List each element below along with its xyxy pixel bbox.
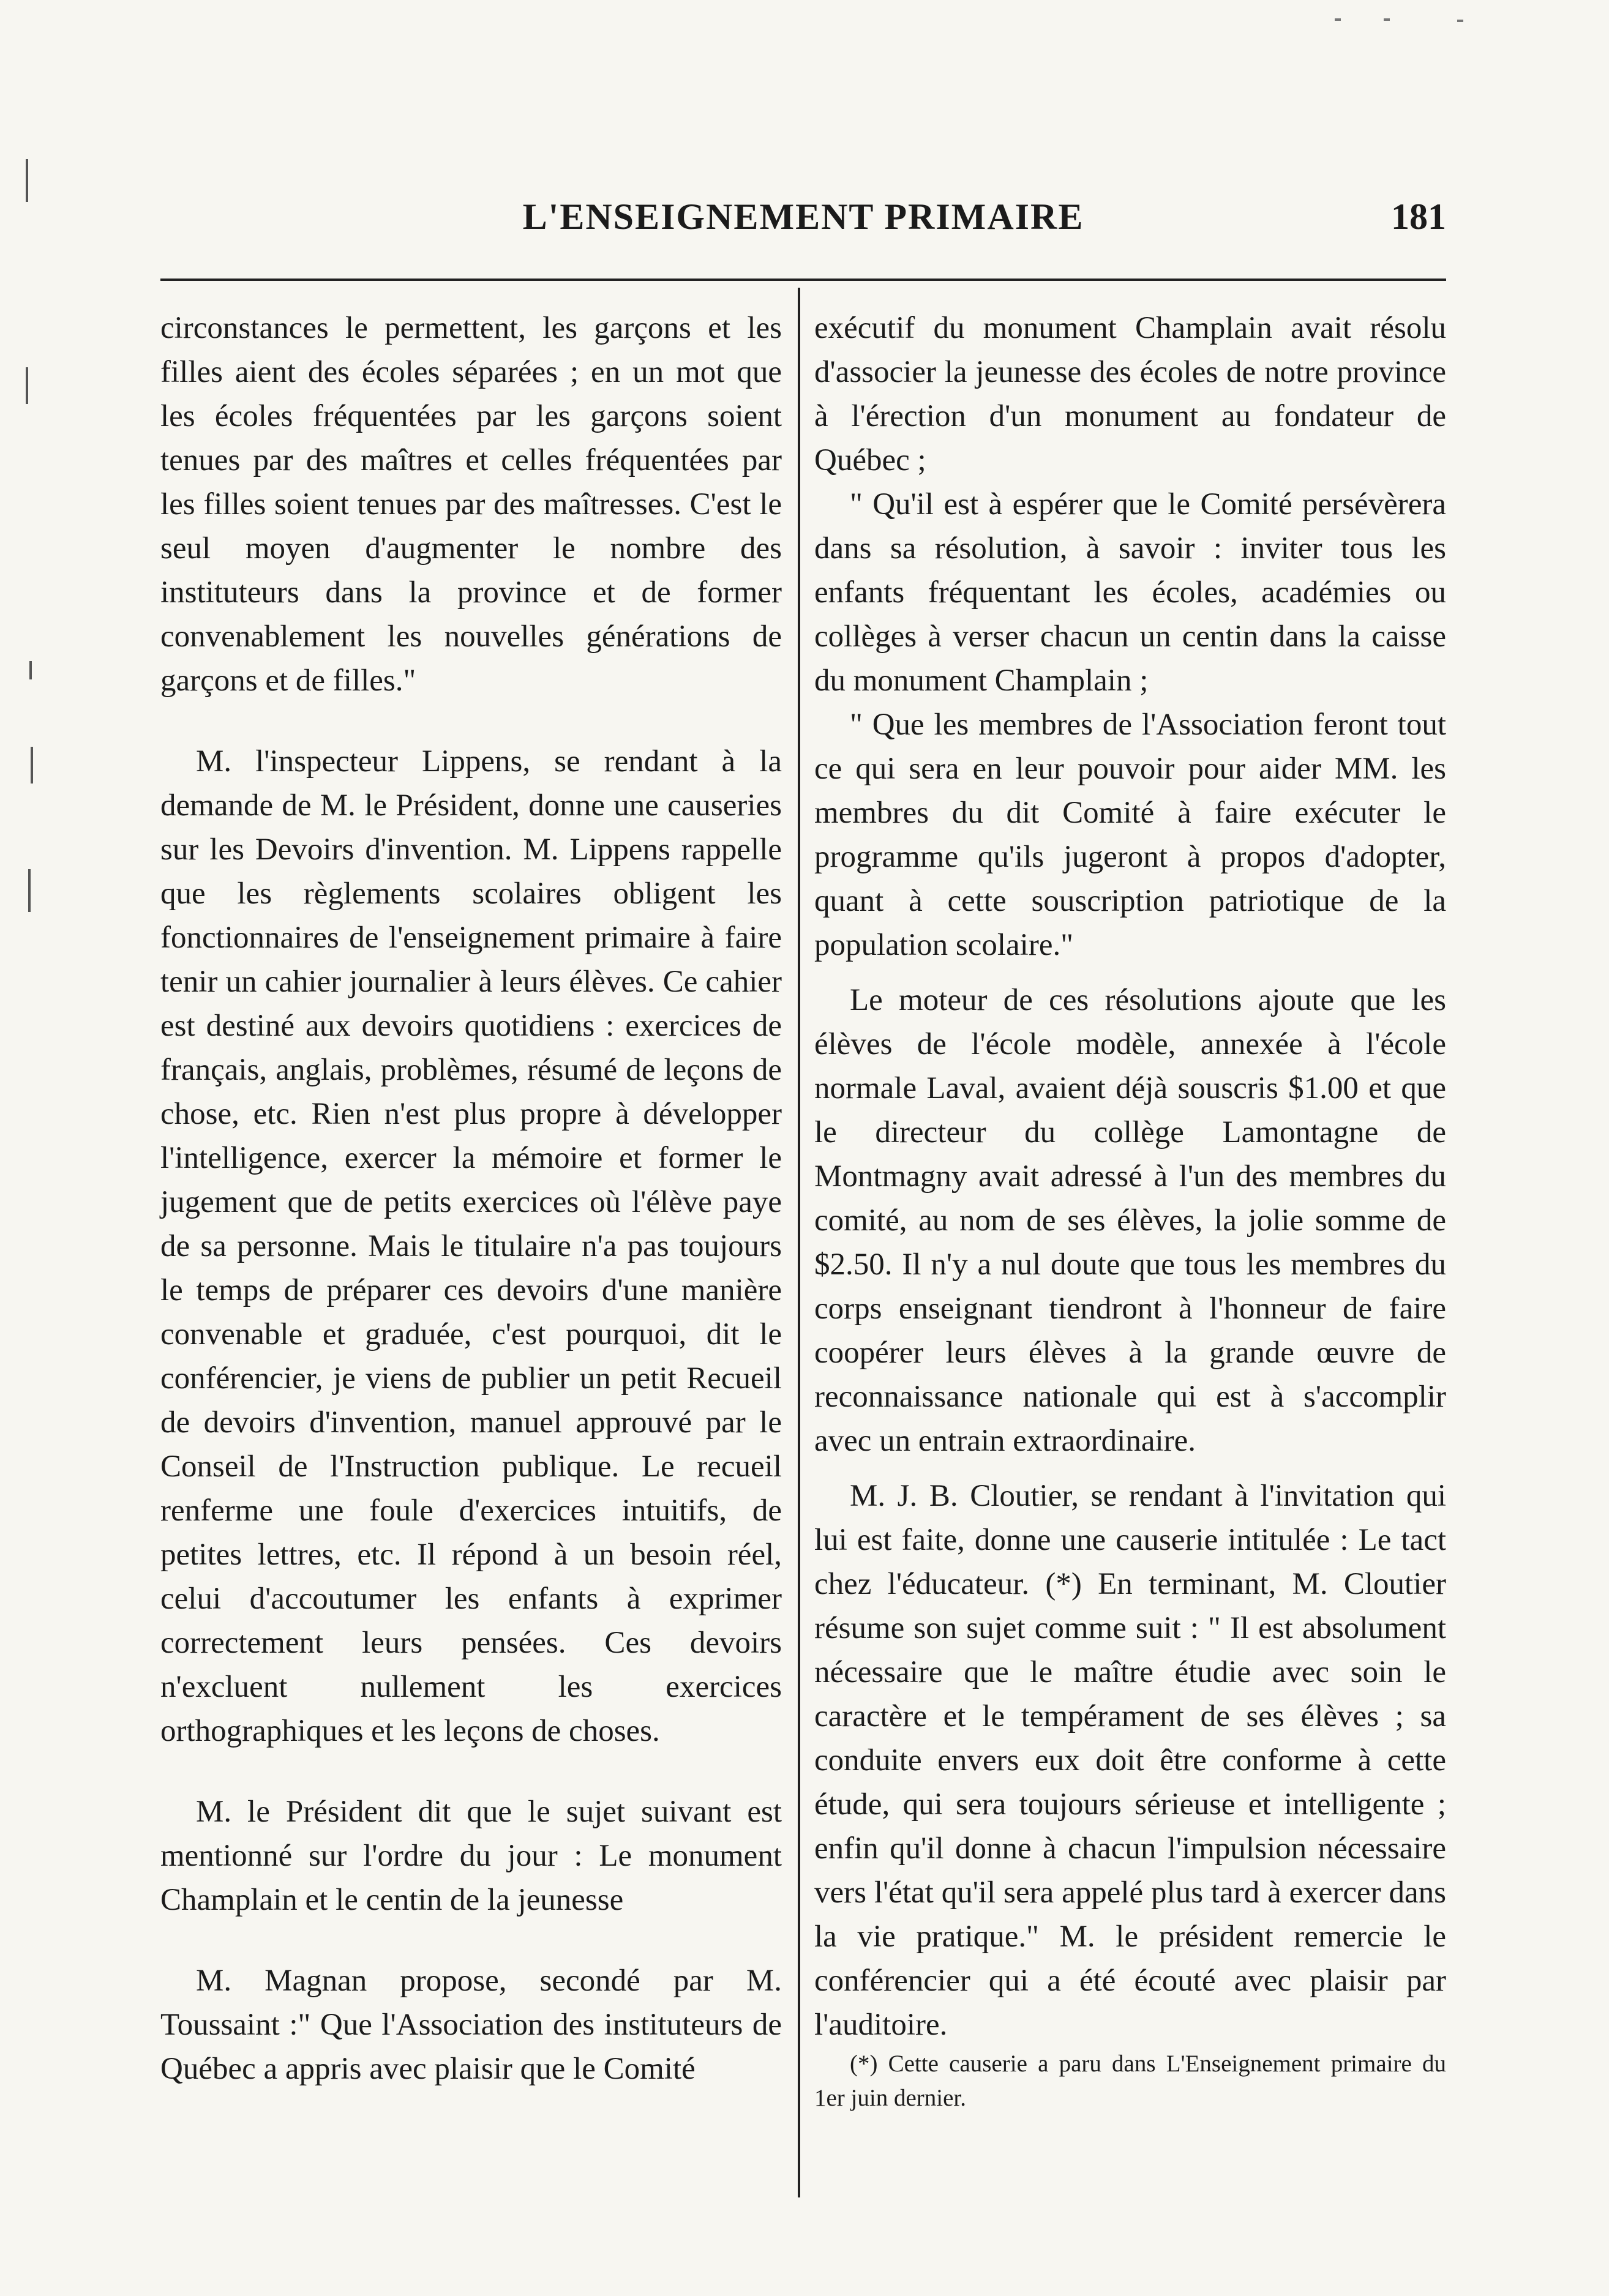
paragraph: M. J. B. Cloutier, se rendant à l'invitation qui lui est faite, donne une causerie intitulée : Le tact chez l'éducateur. (*) En terminant, M. Cloutier résume son sujet comme suit : " Il est absolument nécessaire que le maître étudie avec soin le caractère et le tempérament de ses élèves ; sa conduite envers eux doit être conforme à cette étude, qui sera toujours sérieuse et intelligente ; enfin qu'il donne à chacun l'impulsion nécessaire vers l'état qu'il sera appelé plus tard à exercer dans la vie pratique." M. le président remercie le conférencier qui a été écouté avec plaisir par l'auditoire.: [814, 1479, 1446, 2042]
footnote: (*) Cette causerie a paru dans L'Enseignement primaire du 1er juin dernier.: [814, 2051, 1446, 2111]
scan-speck: [1457, 20, 1463, 22]
scan-speck: [1384, 18, 1390, 21]
scan-mark: [26, 367, 28, 404]
paragraph: M. Magnan propose, secondé par M. Toussaint :" Que l'Association des instituteurs de Québec a appris avec plaisir que le Comité: [160, 1964, 782, 2086]
margin-scan-marks: [12, 122, 49, 1041]
scan-mark: [29, 661, 32, 679]
paragraph: circonstances le permettent, les garçons et les filles aient des écoles séparées ; en un mot que les écoles fréquentées par les garçons soient tenues par des maîtres et celles fréquentées par les filles soient tenues par des maîtresses. C'est le seul moyen d'augmenter le nombre des instituteurs dans la province et de former convenablement les nouvelles générations de garçons et de filles.": [160, 311, 782, 698]
paragraph: M. le Président dit que le sujet suivant est mentionné sur l'ordre du jour : Le monument Champlain et le centin de la jeunesse: [160, 1795, 782, 1917]
paragraph: Le moteur de ces résolutions ajoute que les élèves de l'école modèle, annexée à l'école normale Laval, avaient déjà souscris $1.00 et que le directeur du collège Lamontagne de Montmagny avait adressé à l'un des membres du comité, au nom de ses élèves, la jolie somme de $2.50. Il n'y a nul doute que tous les membres du corps enseignant tiendront à l'honneur de faire coopérer leurs élèves à la grande œuvre de reconnaissance nationale qui est à s'accomplir avec un entrain extraordinaire.: [814, 983, 1446, 1458]
right-column: [814, 306, 1446, 2115]
left-column: [160, 306, 782, 2091]
paragraph: " Que les membres de l'Association feront tout ce qui sera en leur pouvoir pour aider MM. les membres du dit Comité à faire exécuter le programme qu'ils jugeront à propos d'adopter, quant à cette souscription patriotique de la population scolaire.": [814, 708, 1446, 962]
running-header: [160, 196, 1446, 251]
header-title: L'ENSEIGNEMENT PRIMAIRE: [522, 196, 1084, 237]
header-rule: [160, 279, 1446, 281]
paragraph: exécutif du monument Champlain avait résolu d'associer la jeunesse des écoles de notre province à l'érection d'un monument au fondateur de Québec ;: [814, 311, 1446, 477]
scan-mark: [28, 869, 31, 912]
page-number: 181: [1391, 196, 1446, 237]
paragraph: " Qu'il est à espérer que le Comité persévèrera dans sa résolution, à savoir : inviter tous les enfants fréquentant les écoles, académies ou collèges à verser chacun un centin dans la caisse du monument Champlain ;: [814, 487, 1446, 698]
column-divider: [798, 288, 800, 2197]
scan-mark: [26, 159, 28, 202]
paragraph: M. l'inspecteur Lippens, se rendant à la demande de M. le Président, donne une causeries sur les Devoirs d'invention. M. Lippens rappelle que les règlements scolaires obligent les fonctionnaires de l'enseignement primaire à faire tenir un cahier journalier à leurs élèves. Ce cahier est destiné aux devoirs quotidiens : exercices de français, anglais, problèmes, résumé de leçons de chose, etc. Rien n'est plus propre à développer l'intelligence, exercer la mémoire et former le jugement que de petits exercices où l'élève paye de sa personne. Mais le titulaire n'a pas toujours le temps de préparer ces devoirs d'une manière convenable et graduée, c'est pourquoi, dit le conférencier, je viens de publier un petit Recueil de devoirs d'invention, manuel approuvé par le Conseil de l'Instruction publique. Le recueil renferme une foule d'exercices intuitifs, de petites lettres, etc. Il répond à un besoin réel, celui d'accoutumer les enfants à exprimer correctement leurs pensées. Ces devoirs n'excluent nullement les exercices orthographiques et les leçons de choses.: [160, 744, 782, 1748]
scan-speck: [1335, 18, 1341, 21]
scan-mark: [31, 747, 33, 783]
